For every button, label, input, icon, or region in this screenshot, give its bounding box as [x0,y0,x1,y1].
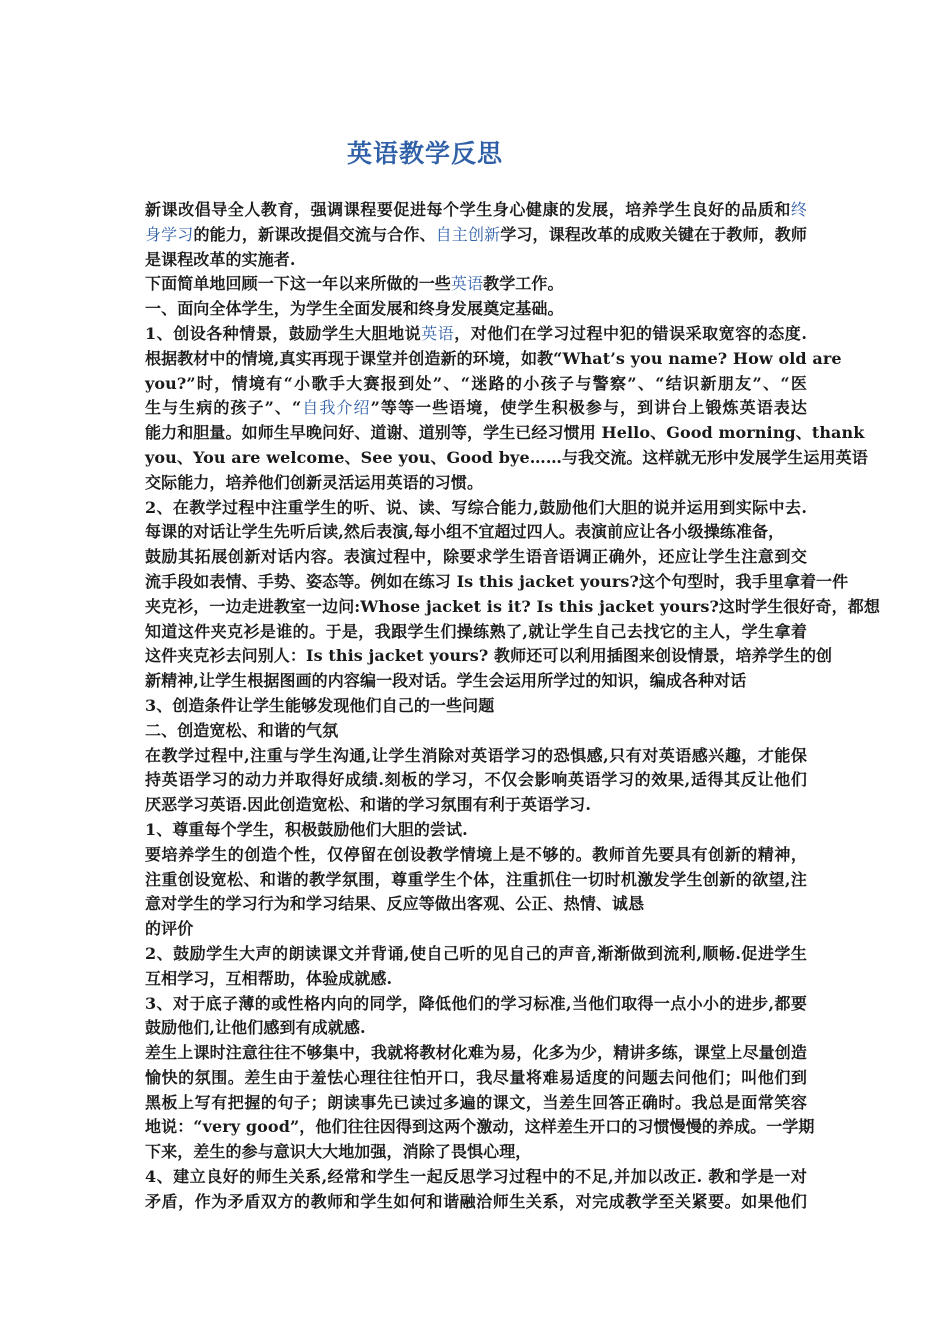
text-run: 交际能力，培养他们创新灵活运用英语的习惯。 [145,472,484,492]
text-line [145,843,807,868]
text-line [145,793,807,818]
text-run: 黑板上写有把握的句子；朗读事先已读过多遍的课文，当差生回答正确时。我总是面常笑容 [145,1092,807,1112]
text-line [145,744,807,769]
text-run: 持英语学习的动力并取得好成绩.刻板的学习，不仅会影响英语学习的效果,适得其反让他们 [145,770,807,790]
text-run: 的评价 [145,919,194,939]
text-run: 厌恶学习英语.因此创造宽松、和谐的学习氛围有利于英语学习. [145,795,592,815]
text-line [145,719,807,744]
text-line [145,892,807,917]
keyword-link[interactable]: 终 [790,200,807,219]
text-line [145,297,807,322]
text-line [145,223,807,248]
text-line [145,421,865,446]
text-run: 知道这件夹克衫是谁的。于是，我跟学生们操练熟了,就让学生自己去找它的主人，学生拿着 [145,621,807,641]
text-run: 鼓励其拓展创新对话内容。表演过程中，除要求学生语音语调正确外，还应让学生注意到交 [145,547,807,567]
text-run: you、You are welcome、See you、Good bye……与我交流。这样就无形中发展学生运用英语 [145,447,868,467]
text-run: 每课的对话让学生先听后读,然后表演,每小组不宜超过四人。表演前应让各小级操练准备， [145,522,785,542]
text-run: 根据教材中的情境,真实再现于课堂并创造新的环境，如教“What’s you name? How old are [145,348,842,368]
text-line [145,694,807,719]
text-line [145,272,807,297]
text-run: 2、鼓励学生大声的朗读课文并背诵,使自己听的见自己的声音,渐渐做到流利,顺畅.促进学生 [145,943,807,963]
text-line [145,198,807,223]
text-run: 注重创设宽松、和谐的教学氛围，尊重学生个体，注重抓住一切时机激发学生创新的欲望,注 [145,869,807,889]
text-line [145,620,807,645]
keyword-link[interactable]: 英语 [421,323,455,343]
keyword-link[interactable]: 自主创新 [435,224,501,244]
text-run: 二、创造宽松、和谐的气氛 [145,720,339,740]
keyword-link[interactable]: 自我介绍 [301,398,371,418]
text-run: you?”时，情境有“小歌手大赛报到处”、“迷路的小孩子与警察”、“结识新朋友”、“医 [145,373,807,393]
text-line [145,1041,807,1066]
text-run: 愉快的氛围。差生由于羞怯心理往往怕开口，我尽量将难易适度的问题去问他们；叫他们到 [145,1067,807,1087]
text-run: 鼓励他们,让他们感到有成就感. [145,1018,366,1038]
text-line [145,248,807,273]
text-line [145,347,842,372]
text-line [145,967,807,992]
text-run: 在教学过程中,注重与学生沟通,让学生消除对英语学习的恐惧感,只有对英语感兴趣，才能保 [145,745,807,765]
text-run: 地说：“very good”，他们往往因得到这两个激动，这样差生开口的习惯慢慢的养成。一学期 [145,1117,815,1137]
text-line [145,942,807,967]
text-line [145,669,807,694]
text-run: 互相学习，互相帮助，体验成就感. [145,968,393,988]
text-run: 差生上课时注意往往不够集中，我就将教材化难为易，化多为少，精讲多练，课堂上尽量创造 [145,1043,807,1063]
text-line [145,1066,807,1091]
text-line [145,570,849,595]
text-line [145,545,807,570]
text-run: 1、创设各种情景，鼓励学生大胆地说 [145,323,422,343]
text-line [145,1190,807,1215]
text-run: 夹克衫，一边走进教室一边问:Whose jacket is it? Is this jacket yours?这时学生很好奇，都想 [145,596,880,616]
text-line [145,322,807,347]
text-line [145,868,807,893]
text-run: 能力和胆量。如师生早晚问好、道谢、道别等，学生已经习惯用 Hello、Good morning、thank [145,423,865,443]
text-run: 是课程改革的实施者. [145,249,296,269]
text-run: 下来，差生的参与意识大大地加强，消除了畏惧心理， [145,1142,532,1162]
text-run: 4、建立良好的师生关系,经常和学生一起反思学习过程中的不足,并加以改正. 教和学是一对 [145,1167,807,1187]
text-run: 2、在教学过程中注重学生的听、说、读、写综合能力,鼓励他们大胆的说并运用到实际中去. [145,497,807,517]
document-title [0,134,950,170]
keyword-link[interactable]: 身学习 [145,224,194,244]
text-run: ”等等一些语境，使学生积极参与，到讲台上锻炼英语表达 [370,398,807,418]
text-run: 这件夹克衫去问别人：Is this jacket yours? 教师还可以利用插图来创设情景，培养学生的创 [145,646,833,666]
text-line [145,396,807,421]
text-line [145,1165,807,1190]
text-run: 生与生病的孩子”、“ [145,398,302,418]
text-run: 要培养学生的创造个性，仅停留在创设教学情境上是不够的。教师首先要具有创新的精神， [145,844,807,864]
text-line [145,1091,807,1116]
text-line [145,1140,807,1165]
text-run: 意对学生的学习行为和学习结果、反应等做出客观、公正、热情、诚恳 [145,894,645,914]
text-line [145,471,807,496]
text-run: 3、创造条件让学生能够发现他们自己的一些问题 [145,695,495,715]
text-run: 流手段如表情、手势、姿态等。例如在练习 Is this jacket yours?这个句型时，我手里拿着一件 [145,571,849,591]
text-run: 新精神,让学生根据图画的内容编一段对话。学生会运用所学过的知识，编成各种对话 [145,671,747,691]
text-run: 新课改倡导全人教育，强调课程要促进每个学生身心健康的发展，培养学生良好的品质和 [145,200,791,219]
document-body [145,198,880,1215]
text-line [145,992,807,1017]
text-line [145,1016,807,1041]
text-line [145,520,807,545]
text-line [145,496,807,521]
text-run: 学习，课程改革的成败关键在于教师，教师 [500,224,807,244]
text-run: ，对他们在学习过程中犯的错误采取宽容的态度. [454,323,807,343]
title-text: 英语教学反思 [346,139,503,168]
text-line [145,1115,815,1140]
text-run: 3、对于底子薄的或性格内向的同学，降低他们的学习标准,当他们取得一点小小的进步,都要 [145,993,807,1013]
text-run: 下面简单地回顾一下这一年以来所做的一些 [145,274,451,294]
text-run: 一、面向全体学生，为学生全面发展和终身发展奠定基础。 [145,299,564,319]
text-line [145,644,833,669]
text-line [145,446,868,471]
keyword-link[interactable]: 英语 [450,274,484,294]
text-line [145,768,807,793]
text-line [145,595,880,620]
text-run: 教学工作。 [483,274,564,294]
text-line [145,917,807,942]
text-line [145,818,807,843]
text-line [145,372,807,397]
text-run: 1、尊重每个学生，积极鼓励他们大胆的尝试. [145,819,468,839]
text-run: 的能力，新课改提倡交流与合作、 [193,224,436,244]
text-run: 矛盾，作为矛盾双方的教师和学生如何和谐融洽师生关系，对完成教学至关紧要。如果他们 [145,1191,807,1211]
